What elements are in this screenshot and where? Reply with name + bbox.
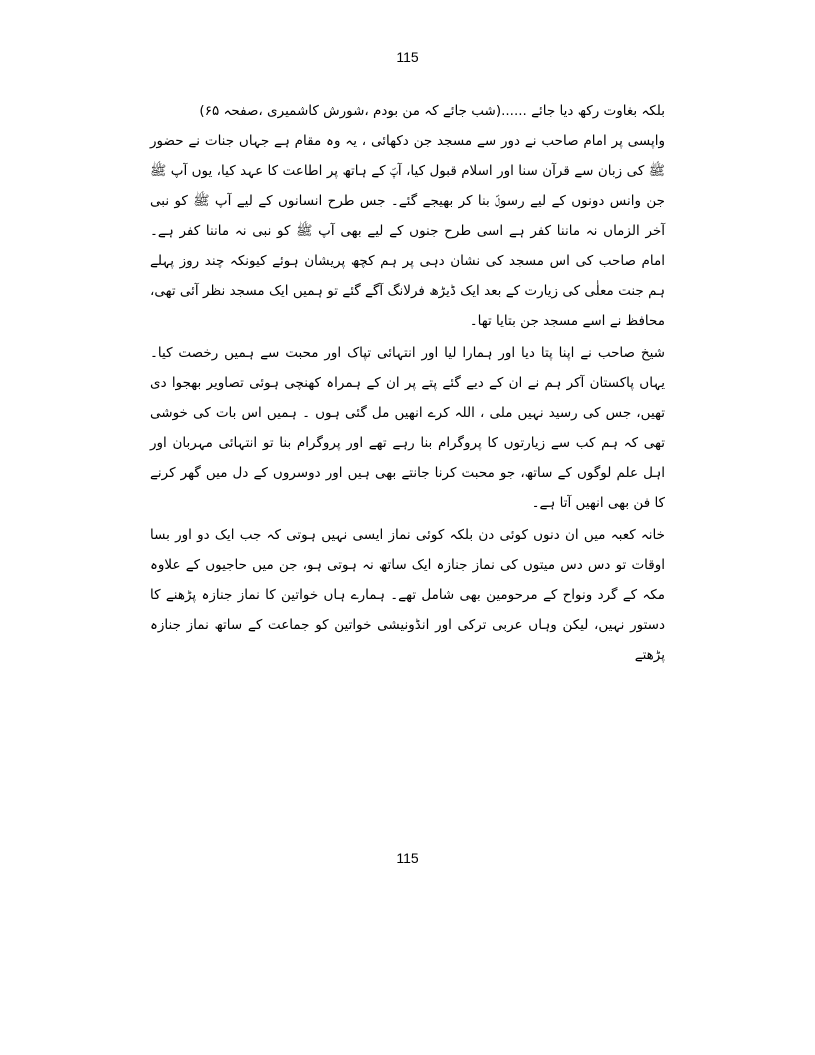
- page-number-top: 115: [396, 49, 419, 65]
- page-number-bottom: 115: [396, 850, 419, 866]
- paragraph-sheikh-farewell: شیخ صاحب نے اپنا پتا دیا اور ہمارا لیا اور انتہائی تپاک اور محبت سے ہمیں رخصت کیا۔ یہاں پاکستان آکر ہم نے ان کے دیے گئے پتے پر ان کے ہمراہ کھنچی ہوئی تصاویر بھجوا دی تھیں، جس کی رسید نہیں ملی ، اللہ کرے انھیں مل گئی ہوں ۔ ہمیں اس بات کی خوشی تھی کہ ہم کب سے زیارتوں کا پروگرام بنا رہے تھے اور پروگرام بنا تو انتہائی مہربان اور اہل علم لوگوں کے ساتھ، جو محبت کرنا جانتے بھی ہیں اور دوسروں کے دل میں گھر کرنے کا فن بھی انھیں آتا ہے۔: [150, 345, 665, 511]
- paragraph-funeral-prayers: خانہ کعبہ میں ان دنوں کوئی دن بلکہ کوئی نماز ایسی نہیں ہوتی کہ جب ایک دو اور بسا اوقات تو دس دس میتوں کی نماز جنازہ ایک ساتھ نہ ہوتی ہو، جن میں حاجیوں کے علاوہ مکہ کے گرد ونواح کے مرحومین بھی شامل تھے۔ ہمارے ہاں خواتین کا نماز جنازہ پڑھنے کا دستور نہیں، لیکن وہاں عربی ترکی اور انڈونیشی خواتین کو جماعت کے ساتھ نماز جنازہ پڑھتے: [150, 527, 665, 663]
- paragraph-citation: بلکہ بغاوت رکھ دیا جائے ......(شب جائے کہ من بودم ،شورش کاشمیری ،صفحہ ۶۵): [199, 103, 665, 119]
- document-body: [150, 96, 665, 670]
- paragraph-masjid-jinn: واپسی پر امام صاحب نے دور سے مسجد جن دکھائی ، یہ وہ مقام ہے جہاں جنات نے حضور ﷺ کی زبان سے قرآن سنا اور اسلام قبول کیا، آپؐ کے ہاتھ پر اطاعت کا عہد کیا، یوں آپ ﷺ جن وانس دونوں کے لیے رسولؐ بنا کر بھیجے گئے۔ جس طرح انسانوں کے لیے آپ ﷺ کو نبی آخر الزماں نہ ماننا کفر ہے اسی طرح جنوں کے لیے بھی آپ ﷺ کو نبی نہ ماننا کفر ہے۔ امام صاحب کی اس مسجد کی نشان دہی پر ہم کچھ پریشان ہوئے کیونکہ چند روز پہلے ہم جنت معلٰی کی زیارت کے بعد ایک ڈیڑھ فرلانگ آگے گئے تو ہمیں ایک مسجد نظر آئی تھی، محافظ نے اسے مسجد جن بتایا تھا۔: [150, 133, 665, 329]
